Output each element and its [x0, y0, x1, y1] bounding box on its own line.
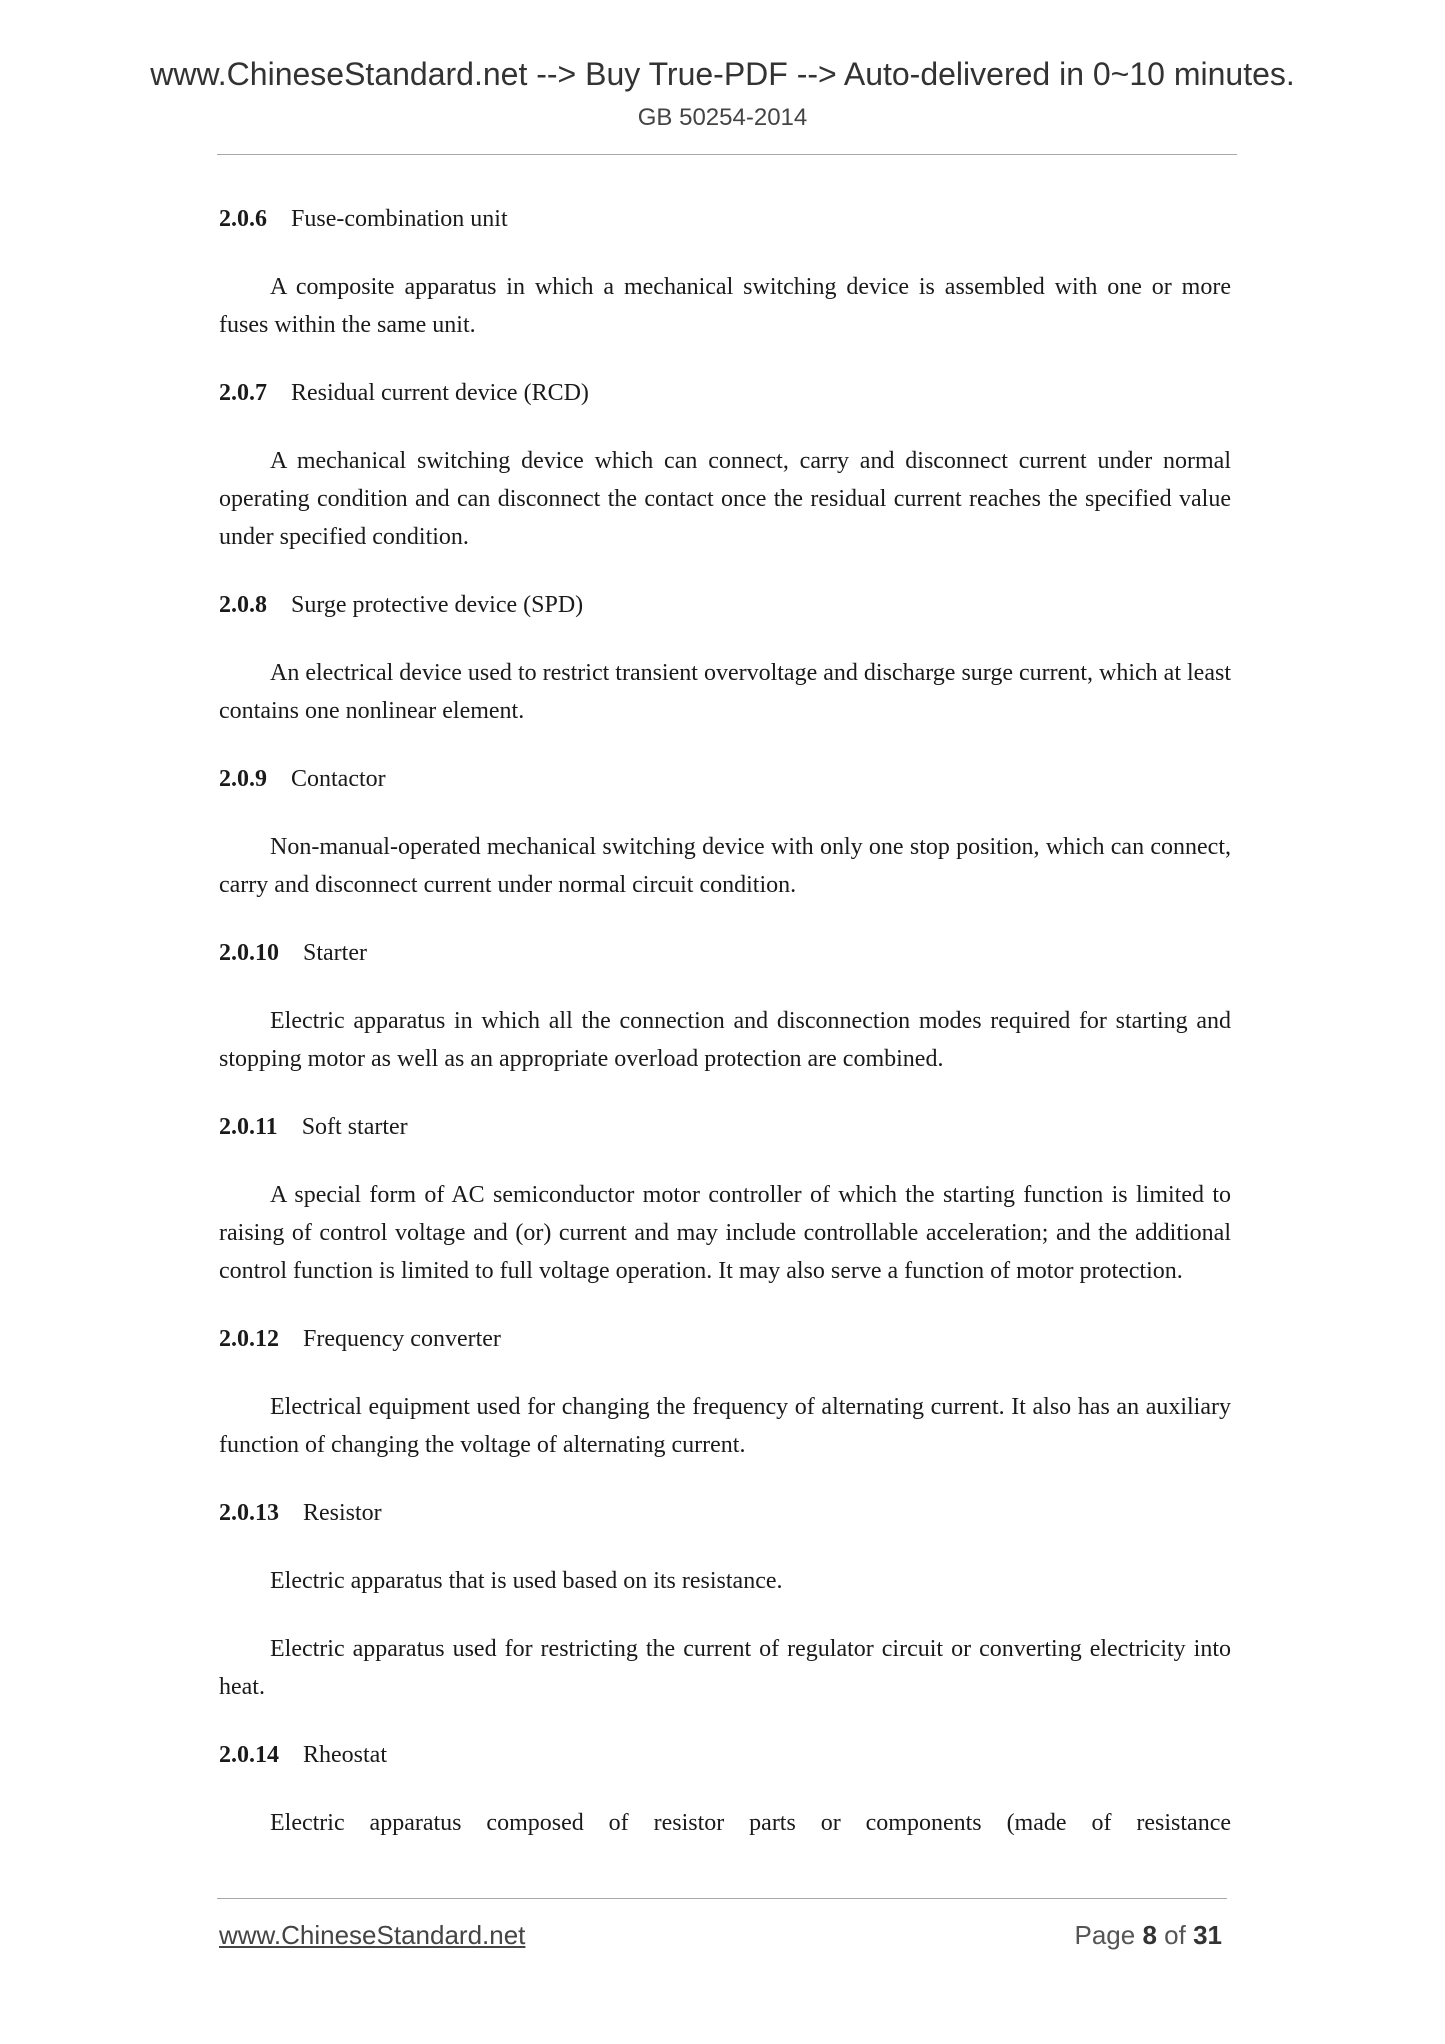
section-paragraph: Non-manual-operated mechanical switching device with only one stop position, which can connect, carry and disconnect current under normal circuit condition. [219, 834, 1231, 898]
section-paragraph: An electrical device used to restrict transient overvoltage and discharge surge current, which at least contains one nonlinear element. [219, 660, 1231, 724]
section-paragraph: Electric apparatus composed of resistor parts or components (made of resistance [270, 1810, 1231, 1836]
section-number: 2.0.14 [219, 1742, 279, 1768]
section-number: 2.0.12 [219, 1326, 279, 1352]
section-heading-2-0-6 [219, 200, 1231, 238]
section-heading-2-0-10 [219, 934, 1231, 972]
section-paragraph: Electric apparatus used for restricting the current of regulator circuit or converting electricity into heat. [219, 1636, 1231, 1700]
section-heading-2-0-7 [219, 374, 1231, 412]
section-heading-2-0-12 [219, 1320, 1231, 1358]
section-paragraph: A special form of AC semiconductor motor controller of which the starting function is limited to raising of control voltage and (or) current and may include controllable acceleration; and the additional control function is limited to full voltage operation. It may also serve a function of motor protection. [219, 1182, 1231, 1284]
footer-website-link[interactable]: www.ChineseStandard.net [219, 1920, 526, 1950]
standard-id: GB 50254-2014 [637, 104, 808, 131]
section-number: 2.0.7 [219, 380, 267, 406]
section-paragraph: Electric apparatus that is used based on its resistance. [270, 1568, 783, 1594]
section-number: 2.0.10 [219, 940, 279, 966]
section-title: Resistor [303, 1500, 382, 1526]
section-paragraph: Electric apparatus in which all the connection and disconnection modes required for starting and stopping motor as well as an appropriate overload protection are combined. [219, 1008, 1231, 1072]
footer-divider [217, 1898, 1227, 1899]
page-number: 8 [1142, 1920, 1157, 1950]
of-label: of [1164, 1920, 1186, 1950]
section-title: Soft starter [301, 1114, 408, 1140]
section-title: Frequency converter [303, 1326, 501, 1352]
section-title: Starter [303, 940, 367, 966]
section-title: Residual current device (RCD) [291, 380, 589, 406]
section-heading-2-0-9 [219, 760, 1231, 798]
section-paragraph: A composite apparatus in which a mechanical switching device is assembled with one or more fuses within the same unit. [219, 274, 1231, 338]
section-number: 2.0.6 [219, 206, 267, 232]
section-title: Fuse-combination unit [291, 206, 508, 232]
section-paragraph: Electrical equipment used for changing the frequency of alternating current. It also has an auxiliary function of changing the voltage of alternating current. [219, 1394, 1231, 1458]
page-total: 31 [1193, 1920, 1222, 1950]
section-title: Surge protective device (SPD) [291, 592, 584, 618]
section-heading-2-0-13 [219, 1494, 1231, 1532]
section-number: 2.0.13 [219, 1500, 279, 1526]
section-heading-2-0-8 [219, 586, 1231, 624]
section-title: Rheostat [303, 1742, 387, 1768]
section-number: 2.0.8 [219, 592, 267, 618]
section-number: 2.0.11 [219, 1114, 278, 1140]
section-title: Contactor [291, 766, 386, 792]
section-heading-2-0-11 [219, 1108, 1231, 1146]
section-heading-2-0-14 [219, 1736, 1231, 1774]
header-divider [217, 154, 1237, 155]
section-paragraph: A mechanical switching device which can connect, carry and disconnect current under normal operating condition and can disconnect the contact once the residual current reaches the specified value under specified condition. [219, 448, 1231, 550]
document-body [219, 200, 1231, 1872]
section-number: 2.0.9 [219, 766, 267, 792]
page-indicator [1074, 1920, 1222, 1951]
page-label: Page [1074, 1920, 1136, 1950]
header-banner: www.ChineseStandard.net --> Buy True-PDF --> Auto-delivered in 0~10 minutes. [150, 56, 1295, 92]
